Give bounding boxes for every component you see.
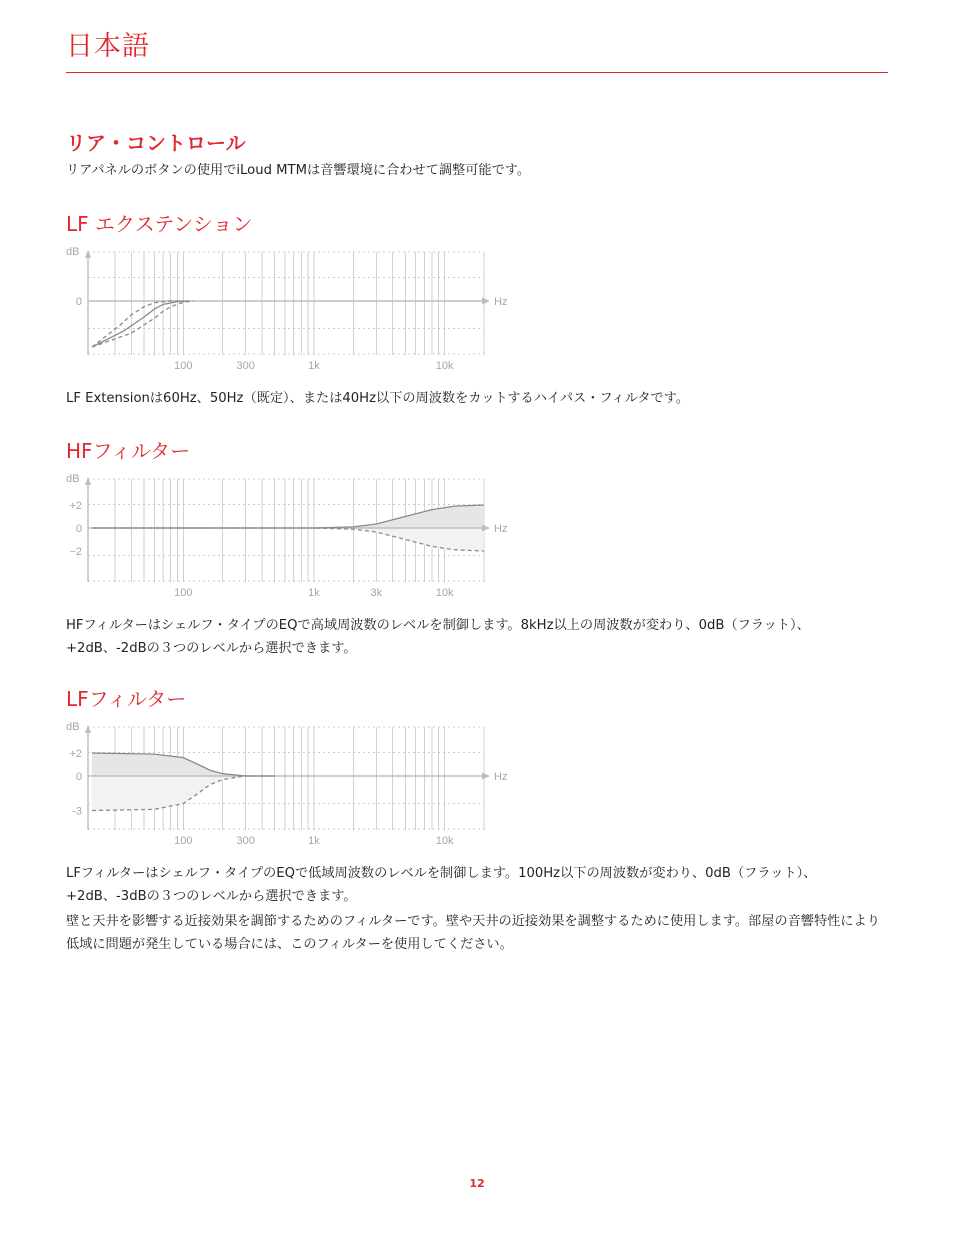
x-axis-arrow	[482, 298, 490, 305]
response-curve	[92, 301, 189, 347]
x-axis-arrow	[482, 773, 490, 780]
x-tick-label: 10k	[435, 835, 454, 847]
y-tick-label: +2	[69, 500, 82, 512]
rear-controls-text: リアパネルのボタンの使用でiLoud MTMは音響環境に合わせて調整可能です。	[66, 163, 531, 178]
hf-filter-heading: HFフィルター	[66, 439, 191, 463]
hf-filter-text: HFフィルターはシェルフ・タイプのEQで高域周波数のレベルを制御します。8kHz以上の周波数が変わり、0dB（フラット）、+2dB、-2dBの３つのレベルから選択できます。	[66, 618, 810, 656]
lf-filter-text-2: 壁と天井を影響する近接効果を調節するためのフィルターです。壁や天井の近接効果を調整するために使用します。部屋の音響特性により低域に問題が発生している場合には、このフィルターを使用してください。	[66, 914, 880, 952]
lf-filter-text: LFフィルターはシェルフ・タイプのEQで低域周波数のレベルを制御します。100Hz以下の周波数が変わり、0dB（フラット）、+2dB、-3dBの３つのレベルから選択できます。	[66, 866, 817, 904]
x-tick-label: 10k	[435, 360, 454, 372]
y-axis-arrow	[85, 725, 91, 733]
lf-extension-heading: LF エクステンション	[66, 212, 253, 236]
page-number: 12	[469, 1177, 485, 1190]
lf-filter-heading: LFフィルター	[66, 687, 187, 711]
area-fill	[92, 505, 484, 528]
x-axis-arrow	[482, 525, 490, 532]
x-tick-label: 100	[174, 587, 193, 599]
x-axis-label: Hz	[494, 523, 508, 535]
x-tick-label: 1k	[308, 587, 320, 599]
y-axis-label: dB	[66, 473, 80, 485]
y-tick-label: −2	[69, 546, 82, 558]
x-tick-label: 100	[174, 360, 193, 372]
y-tick-label: 0	[75, 523, 82, 535]
y-tick-label: 0	[75, 296, 82, 308]
y-axis-arrow	[85, 477, 91, 485]
x-tick-label: 1k	[308, 835, 320, 847]
y-axis-label: dB	[66, 246, 80, 258]
x-tick-label: 300	[236, 835, 255, 847]
y-tick-label: +2	[69, 748, 82, 760]
lf-extension-chart	[60, 240, 520, 375]
area-fill	[92, 528, 484, 551]
y-tick-label: 0	[75, 771, 82, 783]
hf-filter-chart	[60, 467, 520, 602]
x-tick-label: 100	[174, 835, 193, 847]
y-tick-label: -3	[72, 805, 82, 818]
y-axis-label: dB	[66, 721, 80, 733]
title-divider	[66, 72, 888, 73]
x-axis-label: Hz	[494, 771, 508, 783]
x-tick-label: 1k	[308, 360, 320, 372]
x-tick-label: 3k	[370, 587, 383, 599]
rear-controls-heading: リア・コントロール	[66, 131, 246, 155]
y-axis-arrow	[85, 250, 91, 258]
lf-extension-text: LF Extensionは60Hz、50Hz（既定）、または40Hz以下の周波数をカットするハイパス・フィルタです。	[66, 391, 690, 406]
x-tick-label: 300	[236, 360, 255, 372]
page-title: 日本語	[66, 31, 150, 62]
x-axis-label: Hz	[494, 296, 508, 308]
x-tick-label: 10k	[435, 587, 454, 599]
lf-filter-chart	[60, 715, 520, 850]
